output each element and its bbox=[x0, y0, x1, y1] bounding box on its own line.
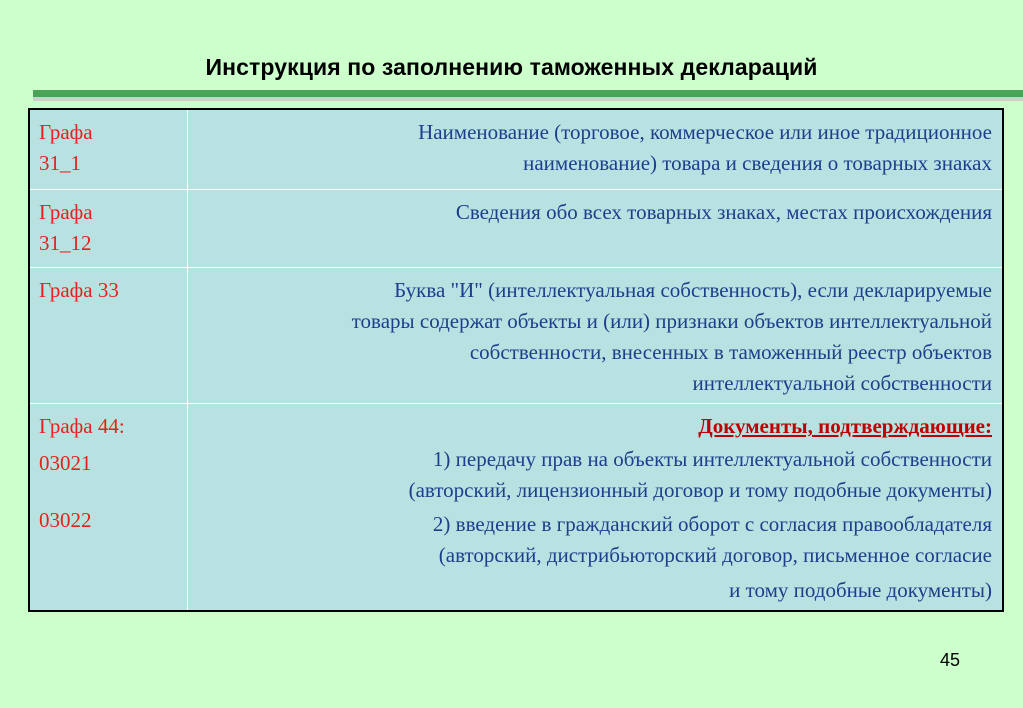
field-label: Графа 33 bbox=[39, 278, 119, 302]
field-code: 31_1 bbox=[39, 151, 81, 175]
description-line: 2) введение в гражданский оборот с согласия правообладателя bbox=[432, 512, 992, 536]
description-line: интеллектуальной собственности bbox=[692, 371, 992, 395]
field-label-cell bbox=[29, 404, 188, 612]
table-row bbox=[29, 268, 1003, 404]
field-code: 03022 bbox=[39, 508, 92, 532]
table-row bbox=[29, 190, 1003, 268]
description-line: Наименование (торговое, коммерческое или иное традиционное bbox=[418, 120, 992, 144]
description-line: Сведения обо всех товарных знаках, местах происхождения bbox=[455, 200, 992, 224]
field-description-cell bbox=[188, 109, 1004, 190]
description-line: (авторский, дистрибьюторский договор, письменное согласие bbox=[438, 543, 992, 567]
description-line: товары содержат объекты и (или) признаки объектов интеллектуальной bbox=[351, 309, 992, 333]
field-label-cell bbox=[29, 268, 188, 404]
slide-title: Инструкция по заполнению таможенных деклараций bbox=[205, 54, 818, 80]
page-number: 45 bbox=[940, 650, 961, 670]
description-line: 1) передачу прав на объекты интеллектуальной собственности bbox=[432, 447, 992, 471]
description-line: собственности, внесенных в таможенный реестр объектов bbox=[469, 340, 992, 364]
table-row bbox=[29, 109, 1003, 190]
documents-heading: Документы, подтверждающие: bbox=[698, 414, 992, 438]
field-label: Графа 44: bbox=[39, 414, 125, 438]
description-line: и тому подобные документы) bbox=[729, 578, 992, 602]
field-description-cell bbox=[188, 268, 1004, 404]
field-label-cell bbox=[29, 109, 188, 190]
field-code: 31_12 bbox=[39, 231, 92, 255]
title-underline-shadow bbox=[33, 97, 1023, 101]
field-label-cell bbox=[29, 190, 188, 268]
table-row bbox=[29, 404, 1003, 612]
description-line: наименование) товара и сведения о товарных знаках bbox=[523, 151, 992, 175]
field-description-cell bbox=[188, 190, 1004, 268]
description-line: (авторский, лицензионный договор и тому подобные документы) bbox=[408, 478, 992, 502]
title-underline bbox=[33, 90, 1023, 97]
declaration-table bbox=[28, 108, 1004, 612]
field-label: Графа bbox=[39, 120, 93, 144]
description-line: Буква "И" (интеллектуальная собственность), если декларируемые bbox=[394, 278, 992, 302]
field-label: Графа bbox=[39, 200, 93, 224]
field-description-cell bbox=[188, 404, 1004, 612]
field-code: 03021 bbox=[39, 451, 92, 475]
